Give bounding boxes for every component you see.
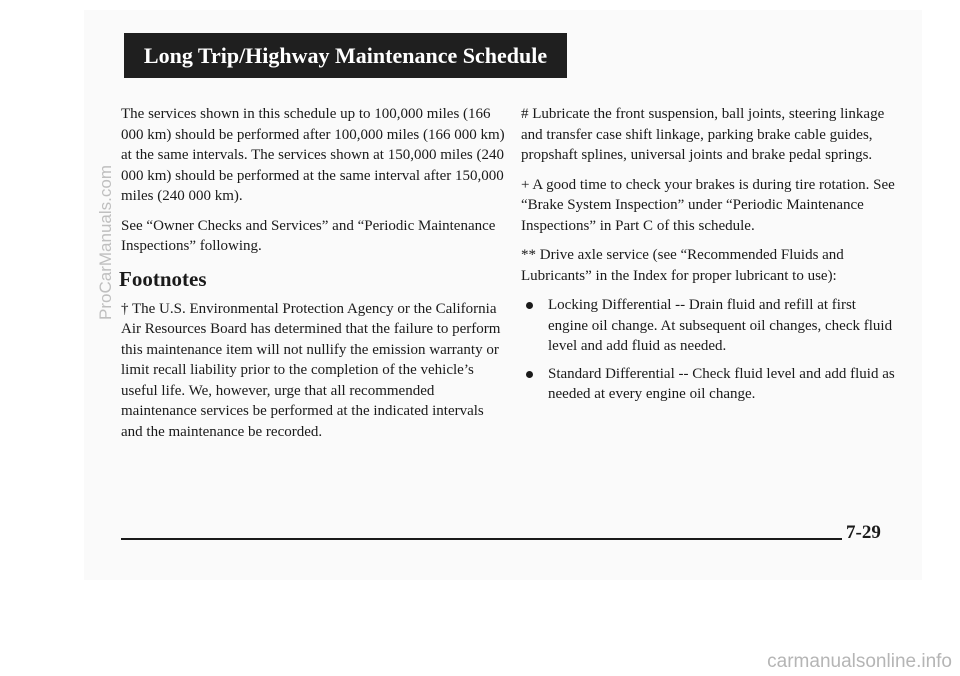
footnote-double-star: ** Drive axle service (see “Recommended Fluids and Lubricants” in the Index for proper lubricant to use):: [521, 247, 844, 284]
list-item: [521, 364, 896, 405]
left-column: [121, 104, 506, 451]
footnote-hash: # Lubricate the front suspension, ball joints, steering linkage and transfer case shift linkage, parking brake cable guides, propshaft splines, universal joints and brake pedal springs.: [521, 106, 885, 163]
list-item-text: Locking Differential -- Drain fluid and refill at first engine oil change. At subsequent oil changes, check fluid level and add fluid as needed.: [548, 297, 893, 354]
page-number: 7-29: [846, 522, 881, 543]
title-banner: [124, 33, 567, 78]
footnote-plus: + A good time to check your brakes is during tire rotation. See “Brake System Inspection” under “Periodic Maintenance Inspections” in Part C of this schedule.: [521, 176, 895, 234]
bottom-watermark: carmanualsonline.info: [767, 651, 952, 672]
right-column: [521, 104, 896, 412]
side-watermark: ProCarManuals.com: [96, 165, 115, 320]
list-item-text: Standard Differential -- Check fluid level and add fluid as needed at every engine oil change.: [548, 365, 895, 402]
drive-axle-list: [521, 295, 896, 405]
see-also-paragraph: See “Owner Checks and Services” and “Periodic Maintenance Inspections” following.: [121, 217, 496, 254]
footer-rule: [121, 538, 842, 540]
bullet-icon: [526, 371, 533, 378]
page-title: Long Trip/Highway Maintenance Schedule: [143, 43, 548, 68]
list-item: [521, 295, 896, 357]
footnotes-heading: Footnotes: [119, 266, 207, 291]
footnote-dagger: † The U.S. Environmental Protection Agency or the California Air Resources Board has determined that the failure to perform this maintenance item will not nullify the emission warranty or limit recall liability prior to the completion of the vehicle’s useful life. We, however, urge that all recommended maintenance services be performed at the indicated intervals and the maintenance be recorded.: [121, 300, 501, 440]
intro-paragraph: The services shown in this schedule up to 100,000 miles (166 000 km) should be performed after 100,000 miles (166 000 km) at the same intervals. The services shown at 150,000 miles (240 000 km) should be performed at the same interval after 150,000 miles (240 000 km).: [121, 106, 505, 204]
bullet-icon: [526, 302, 533, 309]
